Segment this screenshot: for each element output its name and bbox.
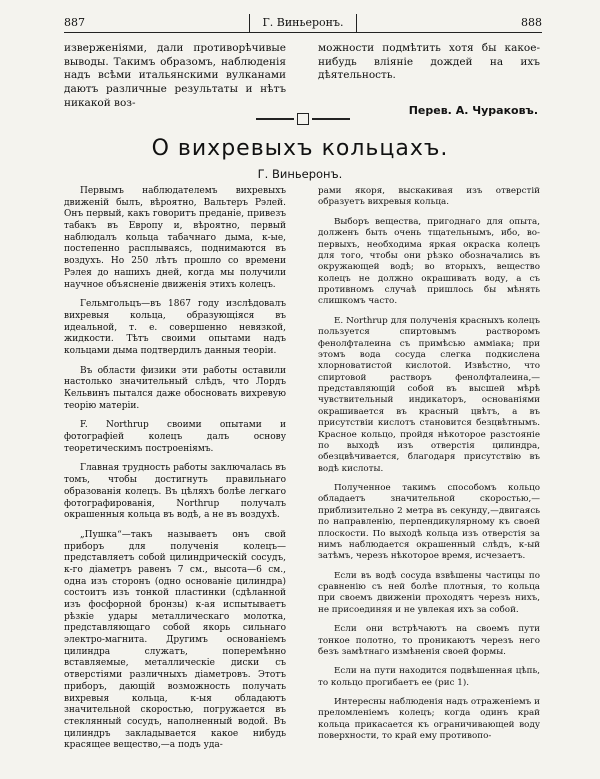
- paragraph: E. Northrup для полученія красныхъ колецъ пользуется спиртовымъ растворомъ фенолфталеина съ примѣсью аммiака; при этомъ вода сосуда слегка подкислена хлорноватистой кислотой. Извѣстно, что спиртовой растворъ фенолфталеина,—представляющій собой въ высшей мѣрѣ чувствительный индикаторъ, основаніями окрашивается въ красный цвѣтъ, а въ присутствіи кислотъ становится безцвѣтнымъ. Красное кольцо, пройдя нѣкоторое разстояніе по выходѣ изъ отверстія цилиндра, обезцвѣчивается, благодаря присутствію въ водѣ кислоты.: [318, 315, 540, 474]
- paragraph: Гельмгольцъ—въ 1867 году изслѣдовалъ вихревыя кольца, образующіяся въ идеальной, т. е. совершенно невязкой, жидкости. Тѣтъ своими опытами надъ кольцами дыма подтвердилъ данныя теоріи.: [64, 299, 286, 356]
- article-column-right: [318, 186, 540, 751]
- paragraph: можности подмѣтить хотя бы какое-нибудь вліяніе дождей на ихъ дѣятельность.: [318, 42, 540, 82]
- article-column-left: [64, 186, 286, 760]
- paragraph: Полученное такимъ способомъ кольцо обладаетъ значительной скоростью,—приблизительно 2 метра въ секунду,—двигаясь по направленію, перпендикулярному къ своей плоскости. По выходѣ кольца изъ отверстія за нимъ наблюдается окрашенный слѣдъ, к-ый затѣмъ, черезъ нѣкоторое время, исчезаетъ.: [318, 483, 540, 562]
- paragraph: Если на пути находится подвѣшенная цѣпь, то кольцо прогибаетъ ее (рис 1).: [318, 666, 540, 688]
- paragraph: Если въ водѣ сосуда взвѣшены частицы по сравненію съ ней болѣе плотныя, то кольца при своемъ движеніи проходятъ черезъ нихъ, не присоединяя и не увлекая ихъ за собой.: [318, 570, 540, 615]
- running-header: [64, 14, 542, 33]
- paragraph: Выборъ вещества, пригоднаго для опыта, долженъ быть очень тщательнымъ, ибо, во-первыхъ, необходима яркая окраска колецъ для того, чтобы они рѣзко обозначались въ окружающей водѣ; во вторыхъ, вещество колецъ не должно окрашивать воду, а съ противномъ случаѣ пришлось бы мѣнять слишкомъ часто.: [318, 216, 540, 307]
- paragraph: Первымъ наблюдателемъ вихревыхъ движеній былъ, вѣроятно, Вальтеръ Рэлей. Онъ первый, какъ говоритъ преданіе, привезъ табакъ въ Европу и, вѣроятно, первый наблюдалъ кольца табачнаго дыма, к-ые, постепенно расплываясь, поднимаются въ воздухъ. Но 250 лѣтъ прошло со времени Рэлея до нашихъ дней, когда мы получили научное объясненіе движенія этихъ колецъ.: [64, 186, 286, 290]
- paragraph: F. Northrup своими опытами и фотографіей колецъ далъ основу теоретическимъ построеніямъ.: [64, 420, 286, 454]
- running-title: Г. Виньеронъ.: [249, 14, 356, 32]
- paragraph: рами якоря, выскакивая изъ отверстій образуетъ вихревыя кольца.: [318, 186, 540, 208]
- page-number-left: 887: [64, 16, 85, 29]
- article-author: Г. Виньеронъ.: [257, 167, 343, 181]
- paragraph: Главная трудность работы заключалась въ томъ, чтобы достигнуть правильнаго образованія колецъ. Въ цѣляхъ болѣе легкаго фотографированія, Northrup получалъ окрашенныя кольца въ водѣ, а не въ воздухѣ.: [64, 463, 286, 521]
- paragraph: Интересны наблюденія надъ отраженіемъ и преломленіемъ колецъ; когда одинъ край кольца прикасается къ ограничивающей воду поверхности, то край ему противопо-: [318, 697, 540, 742]
- paragraph: изверженіями, дали противорѣчивые выводы. Такимъ образомъ, наблюденія надъ всѣми итальянскими вулканами даютъ различные результаты и нѣтъ никакой воз-: [64, 42, 286, 109]
- paragraph: Въ области физики эти работы оставили настолько значительный слѣдъ, что Лордъ Кельвинъ пытался даже обосновать вихревую теорію матеріи.: [64, 365, 286, 411]
- section-divider: [256, 113, 350, 125]
- prev-article-tail-left: [64, 42, 286, 110]
- paragraph: Если они встрѣчаютъ на своемъ пути тонкое полотно, то проникаютъ черезъ него безъ замѣтнаго измѣненія своей формы.: [318, 624, 540, 657]
- prev-article-tail-right: [318, 42, 540, 83]
- page-number-right: 888: [521, 16, 542, 29]
- divider-square-icon: [297, 113, 309, 125]
- article-title: О вихревыхъ кольцахъ.: [151, 136, 449, 161]
- translator-credit: Перев. А. Чураковъ.: [408, 104, 538, 117]
- paragraph: „Пушка“—такъ называетъ онъ свой приборъ для полученія колецъ—представляетъ собой цилиндрическій сосудъ, к-го діаметръ равенъ 7 см., высота—6 см., одна изъ сторонъ (одно основаніе цилиндра) состоитъ изъ тонкой пластинки (сдѣланной изъ фосфорной бронзы) к-ая испытываетъ рѣзкіе удары металлическаго молотка, представляющаго собой якорь сильнаго электро-магнита. Другимъ основаніемъ цилиндра служатъ, поперемѣнно вставляемые, металлическіе диски съ отверстіями различныхъ діаметровъ. Этотъ приборъ, дающій возможность получать вихревыя кольца, к-ыя обладаютъ значительной скоростью, погружается въ стеклянный сосудъ, наполненный водой. Въ цилиндръ закладывается какое нибудь красящее вещество,—а подъ уда-: [64, 529, 286, 751]
